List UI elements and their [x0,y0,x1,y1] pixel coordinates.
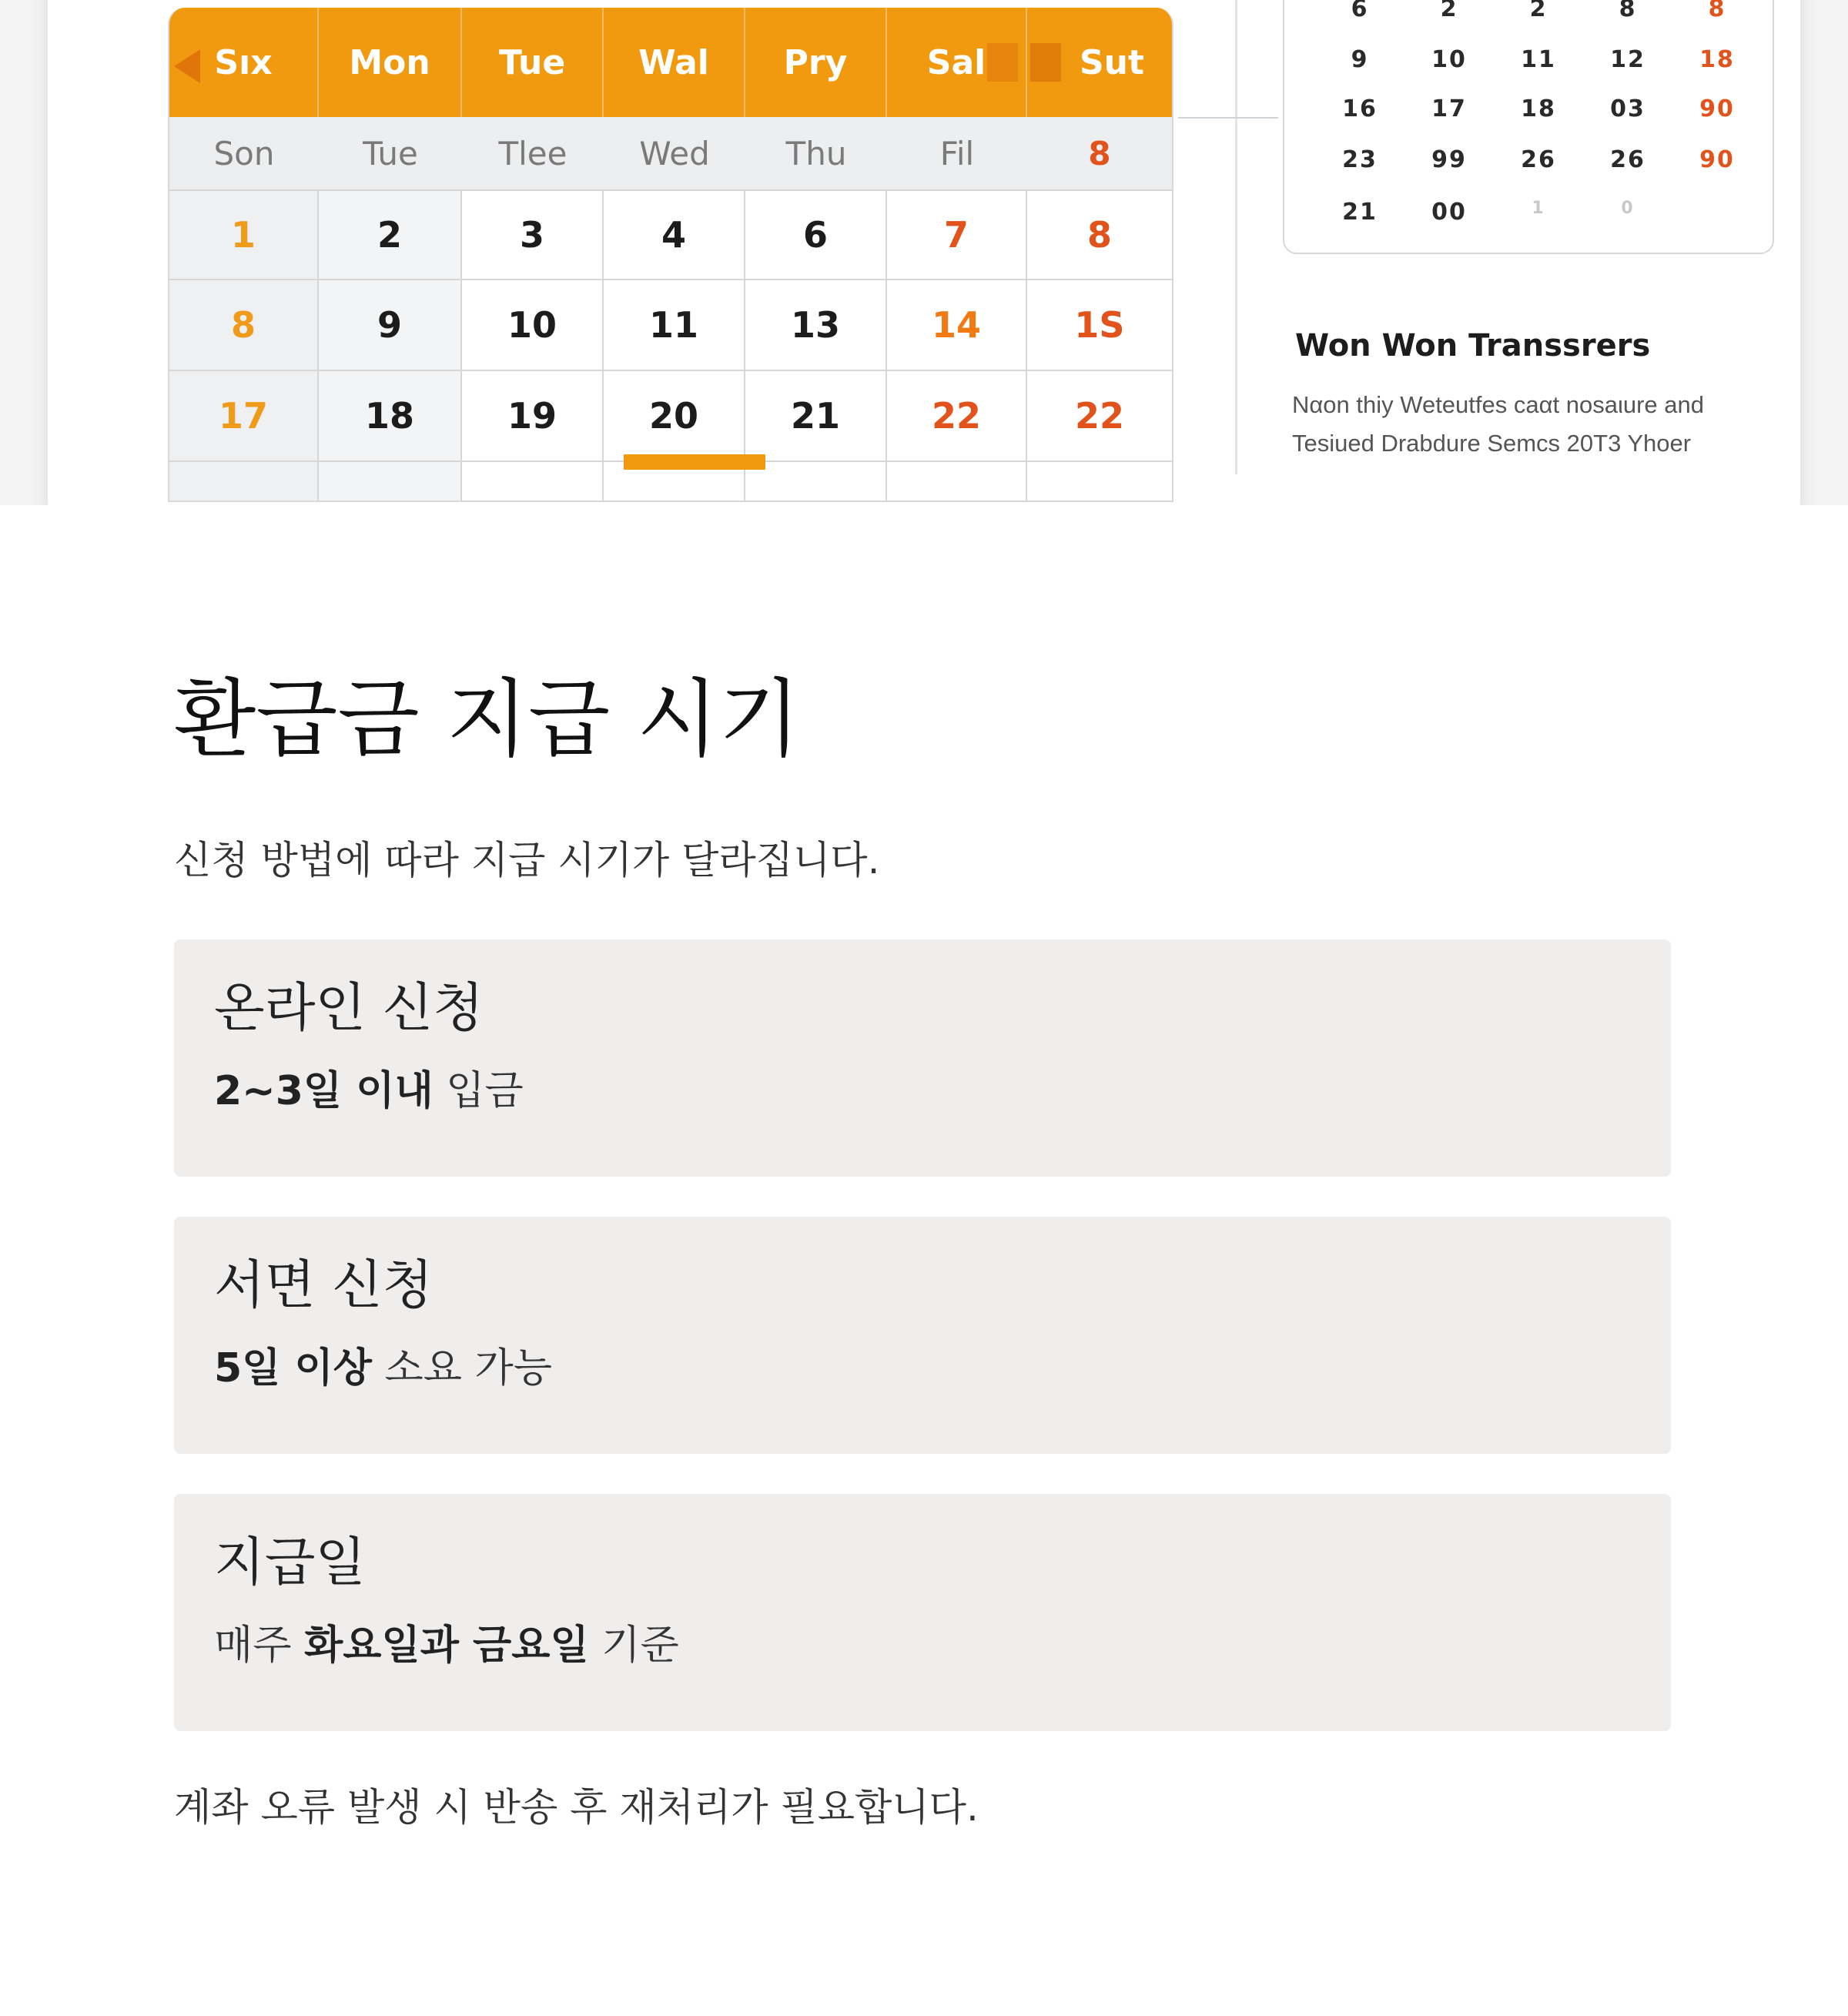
calendar-day[interactable]: 11 [604,280,745,371]
calendar-day[interactable]: 2 [319,191,462,280]
mini-day[interactable]: 00 [1431,199,1467,226]
mini-day[interactable]: 10 [1431,46,1467,73]
info-card-paper [174,1217,1671,1454]
mini-day[interactable]: 26 [1610,146,1645,173]
card-detail-emphasis: 2~3일 이내 [214,1068,434,1115]
prev-arrow-icon[interactable] [174,49,200,83]
calendar-header [169,8,1172,117]
calendar-header-day [887,8,1027,117]
mini-day[interactable] [1672,199,1762,226]
calendar-day[interactable]: 21 [745,371,887,462]
mini-day[interactable]: 8 [1619,0,1637,22]
calendar-day[interactable]: 1 [169,191,319,280]
mini-day[interactable]: 26 [1521,146,1556,173]
calendar-day[interactable] [745,462,887,502]
mini-day[interactable]: 16 [1342,95,1378,122]
mini-day[interactable]: 90 [1699,95,1735,122]
calendar-day[interactable]: 18 [319,371,462,462]
card-detail [214,1620,1631,1673]
calendar-week-row [169,191,1172,280]
calendar-day[interactable]: 6 [745,191,887,280]
mini-day[interactable]: 8 [1708,0,1726,22]
card-detail [214,1066,1631,1118]
calendar-day[interactable] [462,462,604,502]
mini-day[interactable]: 90 [1699,146,1735,173]
mini-day[interactable]: 18 [1699,46,1735,73]
header-marker-icon [1030,43,1061,82]
calendar-week-row [169,371,1172,462]
mini-day[interactable]: 18 [1521,95,1556,122]
mini-day[interactable]: 03 [1610,95,1645,122]
calendar-header-day [319,8,462,117]
card-detail-text: 소요 가능 [371,1345,552,1392]
calendar-day[interactable]: 10 [462,280,604,371]
calendar-widget [168,8,1173,502]
calendar-header-day-label: Tue [498,42,566,82]
mini-day[interactable]: 23 [1342,146,1378,173]
calendar-day[interactable]: 9 [319,280,462,371]
calendar-header-day-label: Wal [638,42,709,82]
mini-calendar-row [1315,46,1762,73]
calendar-header-day-label: Sıx [214,42,273,82]
hero-illustration [0,0,1848,505]
mini-day[interactable]: 21 [1342,199,1378,226]
mini-calendar-row [1315,146,1762,173]
calendar-day[interactable]: 13 [745,280,887,371]
mini-day[interactable]: 9 [1351,46,1369,73]
weekday-label: Fil [939,134,975,172]
hero-description: Nαon thiy Weteutfes caαt nosaιure and [1292,391,1705,418]
mini-day[interactable]: 99 [1431,146,1467,173]
card-detail-emphasis: 5일 이상 [214,1345,372,1392]
mini-calendar [1283,0,1774,254]
calendar-day[interactable]: 22 [1027,371,1172,462]
calendar-day[interactable] [319,462,462,502]
card-detail-text: 입금 [433,1068,524,1115]
calendar-header-day-label: Pry [783,42,848,82]
calendar-header-day-label: Mon [349,42,430,82]
info-card-online [174,939,1671,1177]
calendar-header-day [462,8,604,117]
mini-day[interactable]: 12 [1610,46,1645,73]
calendar-header-day-label: Sal [926,42,986,82]
card-detail-emphasis: 화요일과 금요일 [304,1623,589,1669]
calendar-day[interactable]: 17 [169,371,319,462]
card-title: 온라인 신청 [214,978,484,1039]
calendar-day[interactable]: 3 [462,191,604,280]
calendar-connector-line [1178,117,1278,119]
mini-day[interactable]: 2 [1440,0,1458,22]
weekday-label: Thu [785,134,847,172]
mini-day[interactable]: 0 [1621,199,1635,218]
mini-day[interactable]: 2 [1529,0,1548,22]
card-title: 지급일 [214,1532,367,1593]
mini-calendar-row [1315,199,1762,226]
calendar-day[interactable]: 22 [887,371,1027,462]
calendar-header-day [1027,8,1172,117]
mini-day[interactable]: 17 [1431,95,1467,122]
calendar-day[interactable]: 1S [1027,280,1172,371]
calendar-day[interactable]: 8 [1027,191,1172,280]
card-detail-prefix: 매주 [214,1623,304,1669]
card-detail [214,1343,1631,1395]
weekday-label: Wed [639,134,710,172]
mini-calendar-row [1315,95,1762,122]
calendar-day[interactable]: 19 [462,371,604,462]
calendar-day[interactable]: 14 [887,280,1027,371]
calendar-header-day [604,8,745,117]
today-highlight [624,454,765,470]
header-marker-icon [987,43,1018,82]
calendar-day[interactable]: 4 [604,191,745,280]
calendar-day[interactable]: 7 [887,191,1027,280]
calendar-header-day-label: Sut [1079,42,1145,82]
calendar-day[interactable] [1027,462,1172,502]
mini-calendar-row [1315,0,1762,22]
weekday-label: Son [213,134,275,172]
mini-day[interactable]: 11 [1521,46,1556,73]
card-title: 서면 신청 [214,1255,434,1316]
calendar-header-day [169,8,319,117]
calendar-day[interactable] [169,462,319,502]
info-card-payday [174,1494,1671,1731]
weekday-label: 8 [1088,134,1111,172]
footer-note: 계좌 오류 발생 시 반송 후 재처리가 필요합니다. [174,1785,979,1830]
hero-divider [1235,0,1237,474]
calendar-weekday-row [169,117,1172,191]
weekday-label: Tue [363,134,418,172]
calendar-week-row [169,280,1172,371]
calendar-day[interactable]: 8 [169,280,319,371]
calendar-day[interactable]: 20 [604,371,745,462]
hero-card [48,0,1800,505]
mini-day[interactable]: 1 [1532,199,1545,218]
mini-day[interactable]: 6 [1351,0,1369,22]
hero-description: Tesiued Drabdure Semcs 20T3 Yhoer [1292,430,1692,457]
calendar-header-day [745,8,887,117]
weekday-label: Tlee [498,134,567,172]
intro-text: 신청 방법에 따라 지급 시기가 달라집니다. [174,838,880,882]
calendar-day[interactable] [887,462,1027,502]
card-detail-text: 기준 [588,1623,679,1669]
page-title: 환급금 지급 시기 [174,670,801,769]
hero-title: Won Won Transsrers [1295,328,1651,363]
